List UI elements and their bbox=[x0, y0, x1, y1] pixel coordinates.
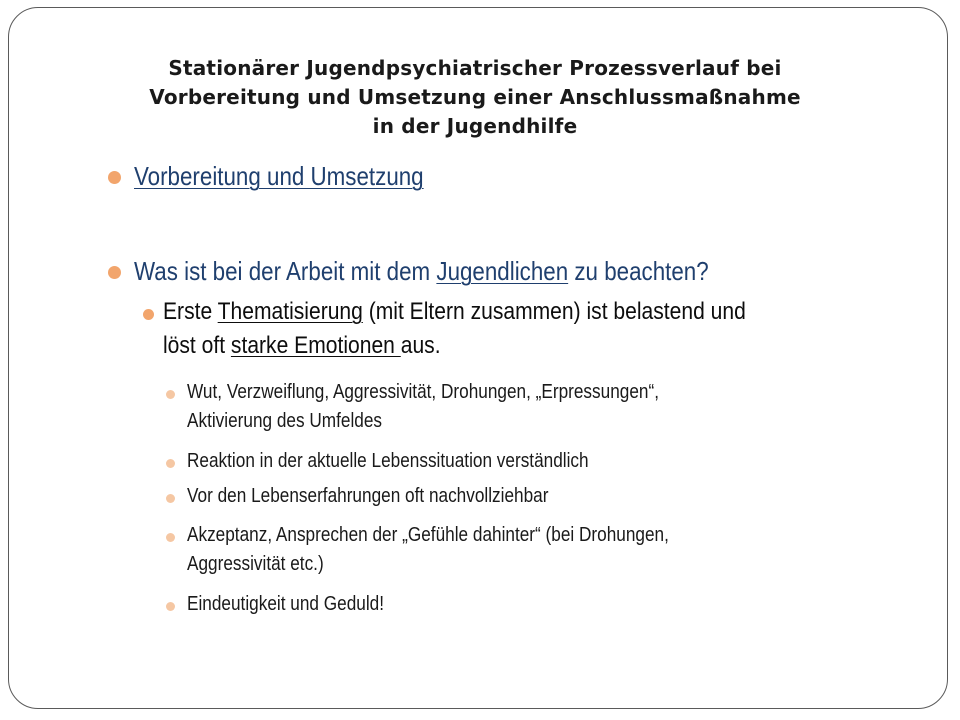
point-line-1: Erste Thematisierung (mit Eltern zusammen) ist belastend und bbox=[163, 298, 746, 325]
title-line-2: Vorbereitung und Umsetzung einer Anschlussmaßnahme bbox=[149, 85, 801, 109]
bullet-icon bbox=[143, 309, 154, 320]
title-line-1: Stationärer Jugendpsychiatrischer Prozessverlauf bei bbox=[168, 56, 782, 80]
point-line-2: löst oft starke Emotionen aus. bbox=[163, 332, 441, 359]
bullet-icon bbox=[166, 602, 175, 611]
bullet-icon bbox=[108, 171, 121, 184]
subpoint-3: Vor den Lebenserfahrungen oft nachvollziehbar bbox=[187, 485, 549, 507]
slide-title bbox=[90, 54, 860, 141]
question-heading: Was ist bei der Arbeit mit dem Jugendlichen zu beachten? bbox=[134, 256, 709, 286]
bullet-icon bbox=[166, 533, 175, 542]
heading-vorbereitung: Vorbereitung und Umsetzung bbox=[134, 161, 424, 191]
bullet-icon bbox=[166, 459, 175, 468]
point-thematisierung bbox=[163, 295, 746, 363]
subpoint-2: Reaktion in der aktuelle Lebenssituation verständlich bbox=[187, 450, 589, 472]
title-line-3: in der Jugendhilfe bbox=[372, 114, 578, 138]
subpoint-1: Wut, Verzweiflung, Aggressivität, Drohungen, „Erpressungen“, Aktivierung des Umfeldes bbox=[187, 381, 659, 432]
bullet-icon bbox=[166, 390, 175, 399]
subpoint-4: Akzeptanz, Ansprechen der „Gefühle dahinter“ (bei Drohungen, Aggressivität etc.) bbox=[187, 524, 669, 575]
subpoint-5: Eindeutigkeit und Geduld! bbox=[187, 593, 384, 615]
bullet-icon bbox=[108, 266, 121, 279]
bullet-icon bbox=[166, 494, 175, 503]
